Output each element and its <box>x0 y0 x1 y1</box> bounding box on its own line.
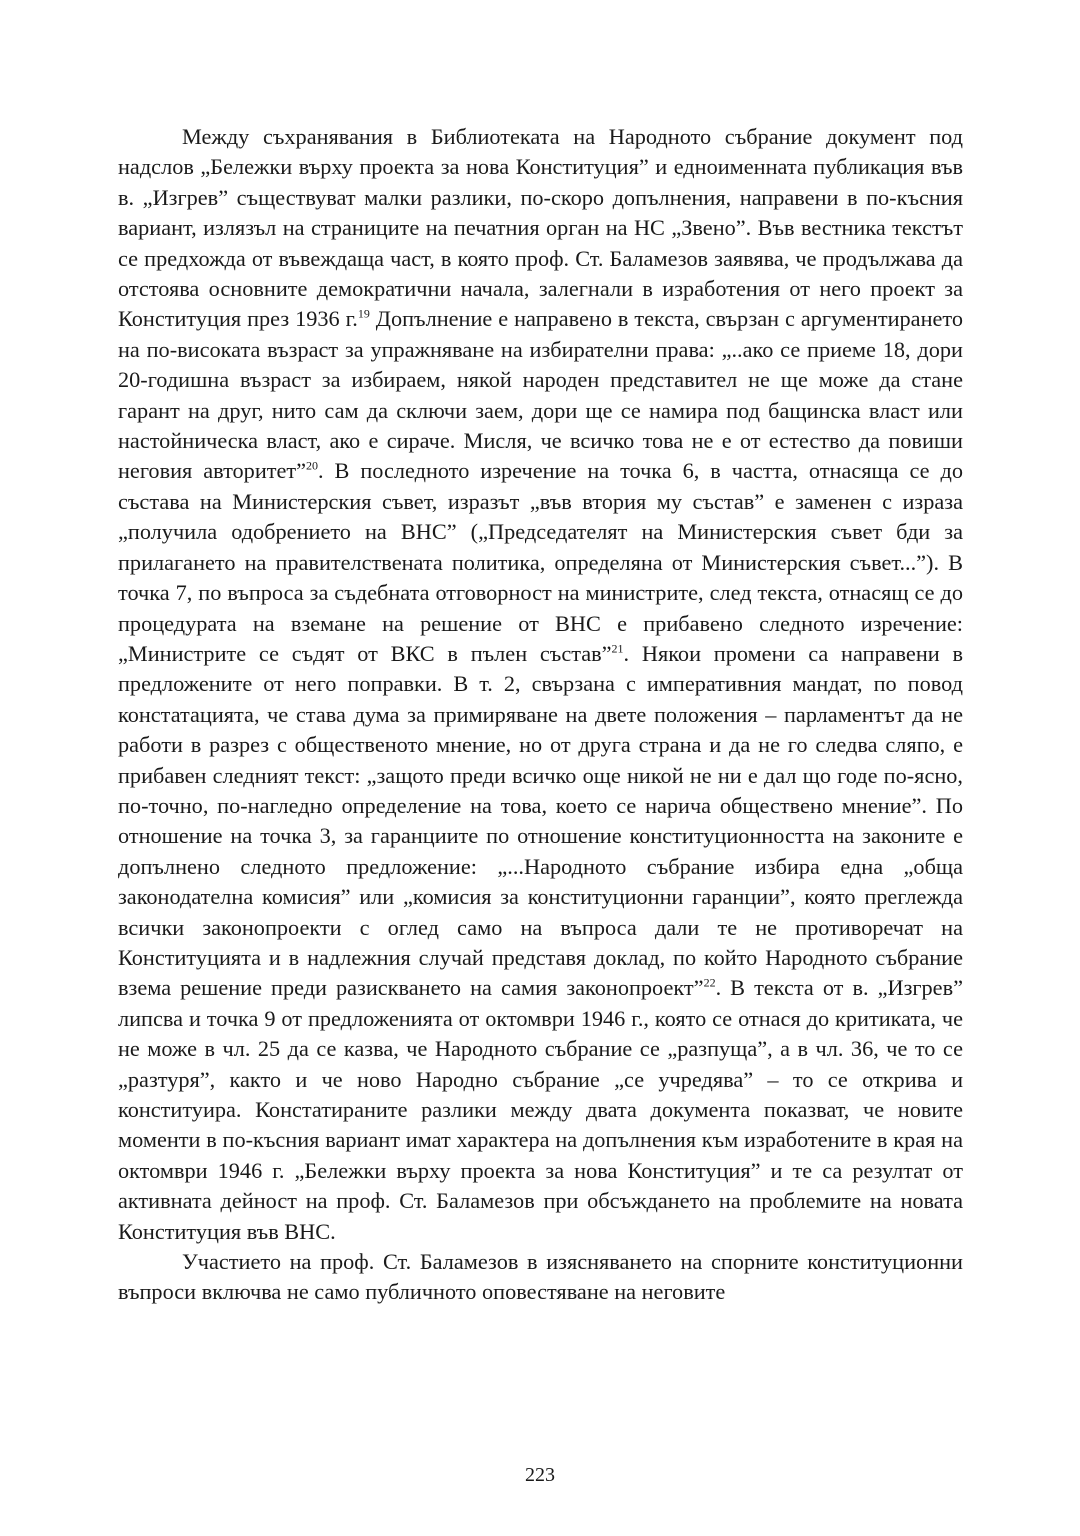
footnote-ref: 19 <box>357 307 370 322</box>
footnote-ref: 20 <box>306 459 319 474</box>
paragraph-text: . Някои промени са направени в предложените от него поправки. В т. 2, свързана с императивния мандат, по повод констатацията, че става дума за примиряване на двете положения – парламентът да не работи в разрез с общественото мнение, но от друга страна и да не го следва сляпо, е прибавен следният текст: „защото преди всичко още никой не ни е дал що годе по-ясно, по-точно, по-нагледно определение на това, което се нарича обществено мнение”. По отношение на точка 3, за гаранциите по отношение конституционността на законите е допълнено следното предложение: „...Народното събрание избира една „обща законодателна комисия” или „комисия за конституционни гаранции”, която преглежда всички законопроекти с оглед само на въпроса дали те не противоречат на Конституцията и в надлежния случай представя доклад, по който Народното събрание взема решение преди разискването на самия законопроект” <box>118 640 963 1001</box>
paragraph-text: . В последното изречение на точка 6, в частта, отнасяща се до състава на Министерския съвет, изразът „във втория му състав” е заменен с израза „получила одобрението на ВНС” („Председателят на Министерския съвет бди за прилагането на правителствената политика, определяна от Министерския съвет...”). В точка 7, по въпроса за съдебната отговорност на министрите, след текста, отнасящ се до процедурата на вземане на решение от ВНС е прибавено следното изречение: „Министрите се съдят от ВКС в пълен състав” <box>118 458 963 666</box>
body-text <box>118 122 963 1308</box>
paragraph-text: . В текста от в. „Изгрев” липсва и точка 9 от предложенията от октомври 1946 г., която се отнася до критиката, че не може в чл. 25 да се казва, че Народното събрание се „разпуща”, а в чл. 36, че то се „разтуря”, както и че ново Народно събрание „се учредява” – то се открива и конституира. Констатираните разлики между двата документа показват, че новите моменти в по-късния вариант имат характера на допълнения към изработените в края на октомври 1946 г. „Бележки върху проекта за нова Конституция” и те са резултат от активната дейност на проф. Ст. Баламезов при обсъждането на проблемите на новата Конституция във ВНС. <box>118 975 963 1244</box>
paragraph-text: Участието на проф. Ст. Баламезов в изясняването на спорните конституционни въпроси включва не само публичното оповестяване на неговите <box>118 1249 963 1305</box>
page-number: 223 <box>525 1464 555 1486</box>
paragraph <box>118 1247 963 1308</box>
document-page <box>118 122 963 1308</box>
paragraph-text: Допълнение е направено в текста, свързан с аргументирането на по-високата възраст за упражняване на избирателни права: „..ако се приеме 18, дори 20-годишна възраст за избираем, някой народен представител не ще може да стане гарант на друг, нито сам да сключи заем, дори ще се намира под бащинска власт или настойническа власт, ако е сираче. Мисля, че всичко това не е от естество да повиши неговия авторитет” <box>118 306 963 484</box>
footnote-ref: 21 <box>611 641 624 656</box>
footnote-ref: 22 <box>703 975 716 990</box>
paragraph-text: Между съхранявания в Библиотеката на Народното събрание документ под надслов „Бележки върху проекта за нова Конституция” и едноименната публикация във в. „Изгрев” съществуват малки разлики, по-скоро допълнения, направени в по-късния вариант, излязъл на страниците на печатния орган на НС „Звено”. Във вестника текстът се предхожда от въвеждаща част, в която проф. Ст. Баламезов заявява, че продължава да отстоява основните демократични начала, залегнали в изработения от него проект за Конституция през 1936 г. <box>118 124 963 332</box>
paragraph <box>118 122 963 1247</box>
